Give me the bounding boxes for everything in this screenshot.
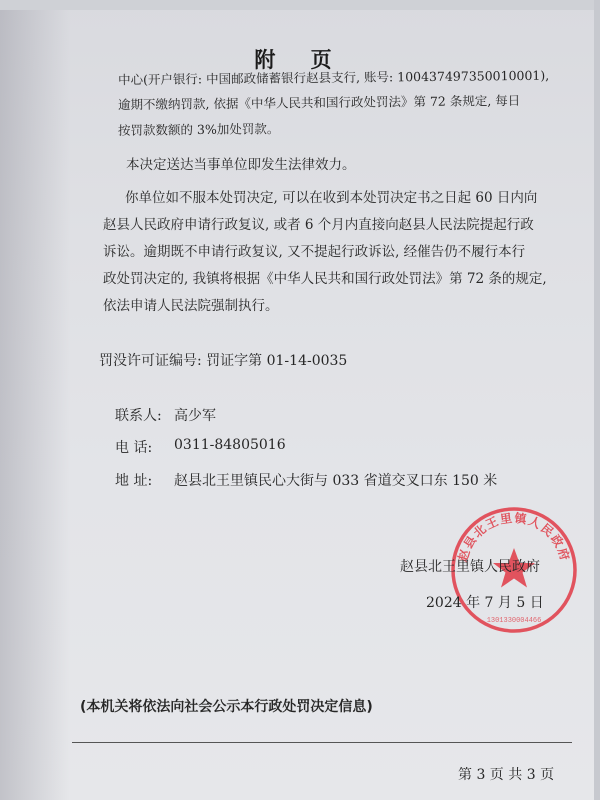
seal-number: 1301330004466 [486,617,542,625]
issuing-organization: 赵县北王里镇人民政府 [400,559,540,575]
public-disclosure-notice: (本机关将依法向社会公示本行政处罚决定信息) [80,699,373,715]
body-line-4: 本决定送达当事单位即发生法律效力。 [126,157,356,173]
permit-number: 罚没许可证编号: 罚证字第 01-14-0035 [99,353,348,369]
body-line-8: 政处罚决定的, 我镇将根据《中华人民共和国行政处罚法》第 72 条的规定, [103,271,547,287]
contact-person-label: 联系人: [115,408,162,424]
footer-divider [72,742,572,743]
contact-phone-value: 0311-84805016 [174,437,286,453]
body-line-3: 按罚款数额的 3%加处罚款。 [117,121,280,138]
page-number: 第 3 页 共 3 页 [458,767,555,783]
issue-date: 2024 年 7 月 5 日 [426,595,544,611]
body-line-7: 诉讼。逾期既不申请行政复议, 又不提起行政诉讼, 经催告仍不履行本行 [103,244,526,260]
page-top-edge [0,0,600,10]
body-line-5: 你单位如不服本处罚决定, 可以在收到本处罚决定书之日起 60 日内向 [125,190,538,206]
body-line-6: 赵县人民政府申请行政复议, 或者 6 个月内直接向赵县人民法院提起行政 [103,217,534,233]
body-line-9: 依法申请人民法院强制执行。 [103,298,279,314]
page-heading: 附 页 [254,48,346,72]
seal-ring-text: 赵县北王里镇人民政府 [455,510,573,564]
contact-phone-label: 电 话: [115,440,153,456]
body-line-1: 中心(开户银行: 中国邮政储蓄银行赵县支行, 账号: 100437497350010001), [117,67,550,88]
body-line-2: 逾期不缴纳罚款, 依据《中华人民共和国行政处罚法》第 72 条规定, 每日 [117,92,521,113]
contact-address-label: 地 址: [115,473,153,489]
contact-person-value: 高少军 [174,408,216,424]
page-right-edge [594,0,600,800]
contact-address-value: 赵县北王里镇民心大街与 033 省道交叉口东 150 米 [174,473,498,489]
page-shadow [0,0,70,800]
